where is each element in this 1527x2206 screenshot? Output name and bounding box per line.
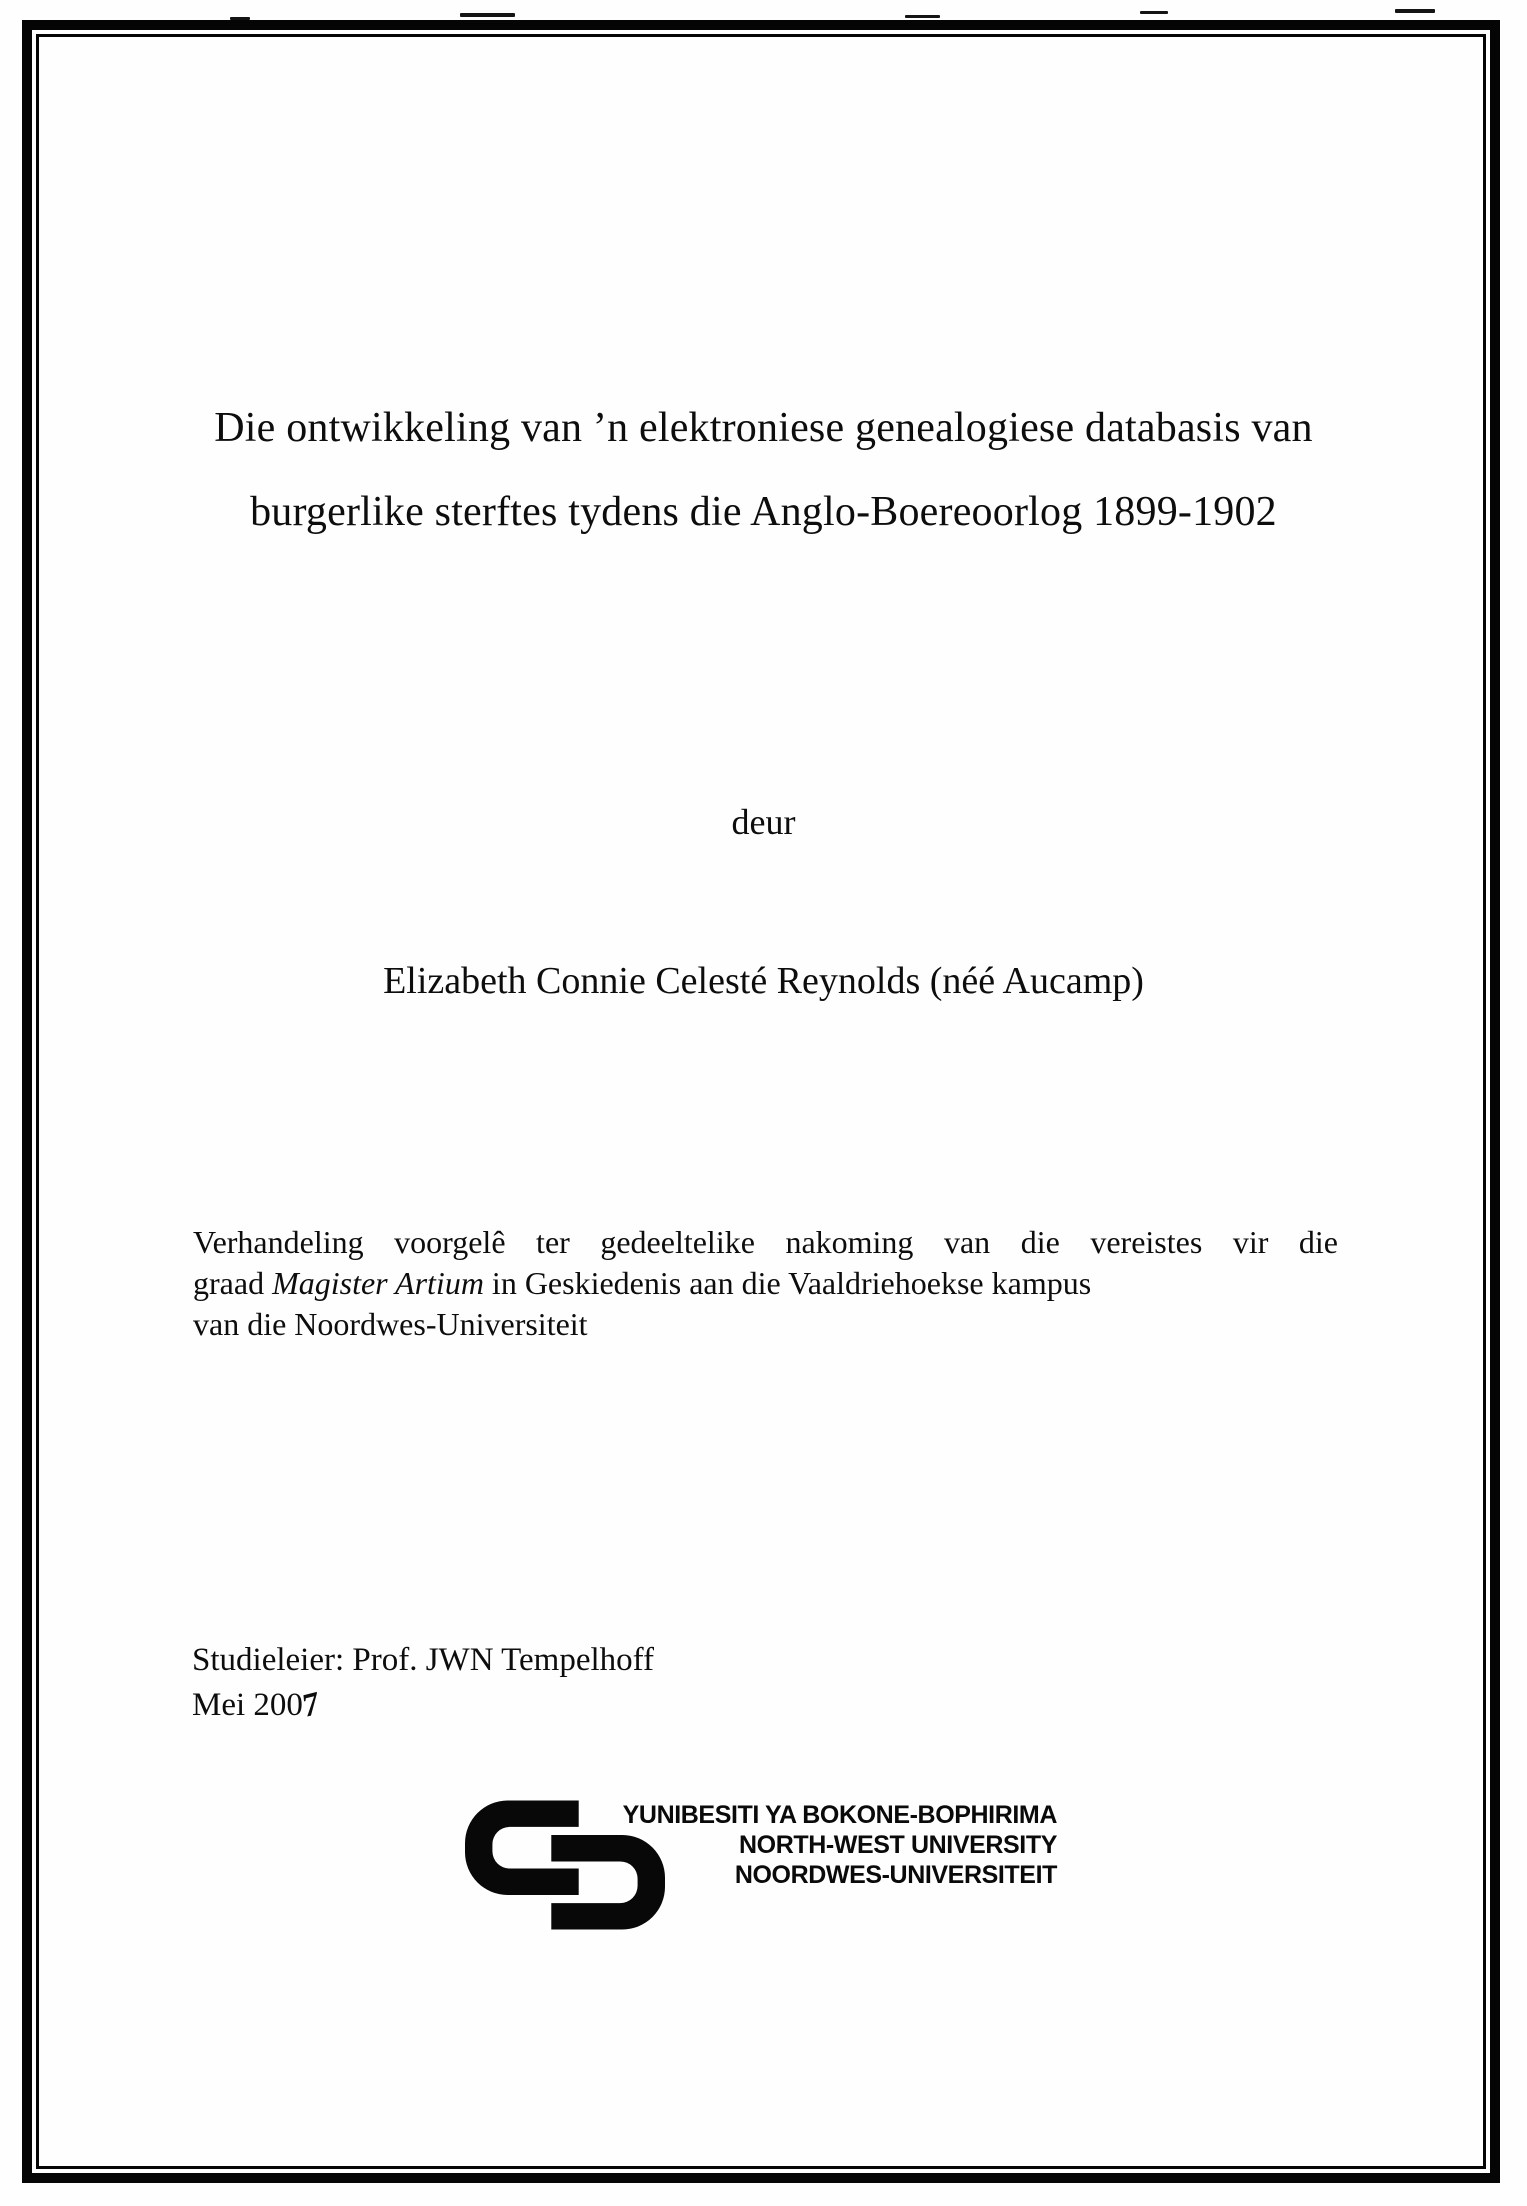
degree-statement-line3: van die Noordwes-Universiteit <box>193 1306 588 1342</box>
supervisor-block <box>192 1638 654 1728</box>
thesis-title-line1: Die ontwikkeling van ’n elektroniese genealogiese databasis van <box>214 405 1313 451</box>
degree-statement-line1: Verhandeling voorgelê ter gedeeltelike nakoming van die vereistes vir die <box>193 1224 1338 1260</box>
author-name: Elizabeth Connie Celesté Reynolds (néé Aucamp) <box>383 960 1144 1002</box>
thesis-title-line2: burgerlike sterftes tydens die Anglo-Boereoorlog 1899-1902 <box>250 489 1277 535</box>
scan-artifact <box>1140 11 1168 14</box>
date-digit: 7 <box>300 1685 321 1726</box>
degree-name-italic: Magister Artium <box>272 1265 484 1301</box>
date-prefix: Mei 200 <box>192 1687 303 1723</box>
date-line <box>192 1683 654 1728</box>
scan-artifact <box>460 13 515 17</box>
scan-artifact <box>1395 9 1435 13</box>
byline-deur: deur <box>731 802 796 842</box>
supervisor-line: Studieleier: Prof. JWN Tempelhoff <box>192 1642 655 1678</box>
logo-text-afrikaans: NOORDWES-UNIVERSITEIT <box>734 1861 1057 1889</box>
thesis-title <box>110 386 1417 554</box>
degree-statement <box>193 1222 1338 1345</box>
scan-artifact <box>230 17 250 20</box>
degree-statement-line2-pre: graad <box>193 1265 273 1301</box>
degree-statement-line2-post: in Geskiedenis aan die Vaaldriehoekse kampus <box>483 1265 1092 1301</box>
scan-artifact <box>905 15 940 18</box>
logo-text-setswana: YUNIBESITI YA BOKONE-BOPHIRIMA <box>622 1801 1057 1829</box>
degree-statement-line2 <box>193 1263 1338 1304</box>
university-logo-text <box>465 1800 1057 1890</box>
university-logo <box>465 1799 1057 1939</box>
logo-text-english: NORTH-WEST UNIVERSITY <box>739 1831 1057 1859</box>
